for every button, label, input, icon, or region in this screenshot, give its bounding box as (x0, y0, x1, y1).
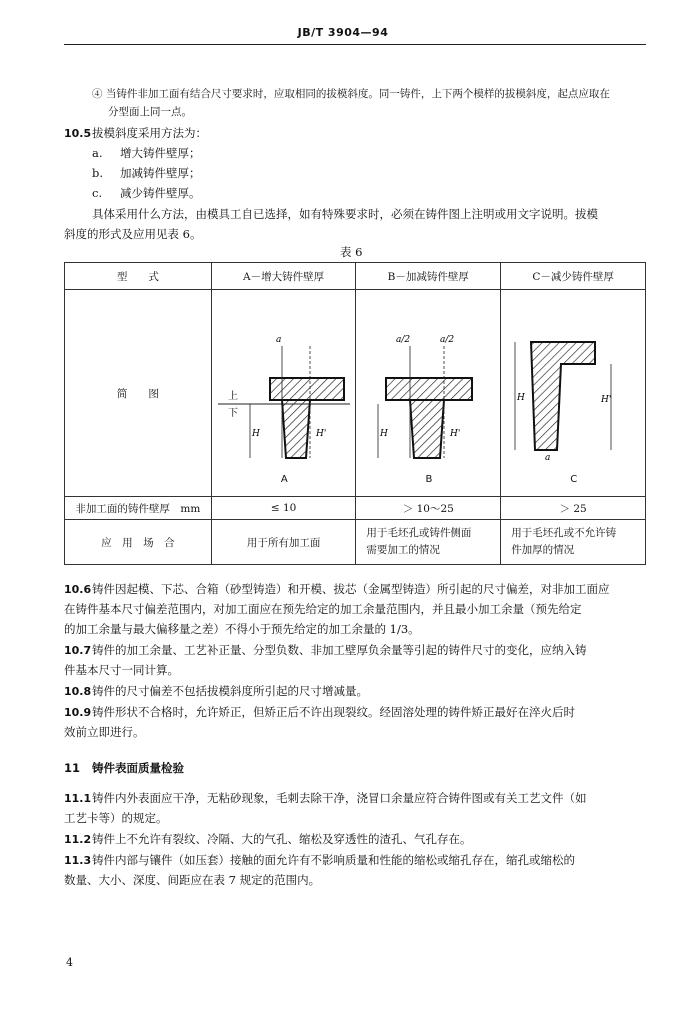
section-10-6-line-2: 在铸件基本尺寸偏差范围内，对加工面应在预先给定的加工余量范围内，并且最小加工余量（预先给定 (64, 602, 582, 616)
section-11-2 (64, 831, 472, 848)
list-mark: c. (92, 186, 103, 200)
section-text: 铸件内部与镶件（如压套）接触的面允许有不影响质量和性能的缩松或缩孔存在，缩孔或缩松的 (92, 853, 575, 867)
fig-a-label: A (280, 474, 288, 485)
usage-b (356, 520, 501, 565)
section-text: 铸件内外表面应干净，无粘砂现象，毛刺去除干净，浇冒口余量应符合铸件图或有关工艺文件（如 (92, 791, 587, 805)
section-10-6-line-3: 的加工余量与最大偏移量之差）不得小于预先给定的加工余量的 1/3。 (64, 622, 420, 636)
section-11-1-line-2: 工艺卡等）的规定。 (64, 811, 168, 825)
diagram-b (356, 290, 501, 496)
note-line-1: ④ 当铸件非加工面有结合尺寸要求时，应取相同的拔模斜度。同一铸件，上下两个模样的拔模斜度，起点应取在 (92, 88, 610, 100)
usage-c-line-1: 用于毛坯孔或不允许铸 (511, 527, 617, 539)
page-number: 4 (66, 956, 73, 969)
diagram-label: 简 图 (65, 290, 212, 497)
label-up: 上 (227, 391, 238, 402)
head-c: C－减少铸件壁厚 (501, 263, 646, 290)
thickness-a: ≤ 10 (211, 497, 356, 520)
label-H: H (517, 393, 526, 403)
label-H-prime: H' (601, 395, 612, 405)
label-H-prime: H' (315, 429, 327, 439)
table-6 (64, 262, 646, 565)
thickness-c: ＞ 25 (501, 497, 646, 520)
section-number: 11.2 (64, 833, 92, 846)
section-number: 10.6 (64, 583, 92, 596)
label-a: a (275, 335, 282, 345)
list-text: 减少铸件壁厚。 (120, 186, 201, 200)
usage-b-line-2: 需要加工的情况 (366, 544, 440, 556)
diagram-a-cell (211, 290, 356, 497)
section-10-7-line-2: 件基本尺寸一同计算。 (64, 663, 179, 677)
flange-shape (386, 378, 472, 400)
section-11-heading (64, 760, 184, 776)
head-a: A－增大铸件壁厚 (211, 263, 356, 290)
label-H: H (251, 429, 260, 439)
document-code-header: JB/T 3904—94 (297, 26, 389, 39)
list-mark: b. (92, 166, 104, 180)
section-10-7-line-1 (64, 642, 587, 659)
section-number: 11 (64, 761, 81, 775)
list-item-b (92, 165, 201, 181)
header-rule (64, 44, 646, 45)
thickness-b: ＞ 10～25 (356, 497, 501, 520)
usage-a: 用于所有加工面 (211, 520, 356, 565)
usage-c-line-2: 件加厚的情况 (511, 544, 575, 556)
label-H: H (380, 429, 389, 439)
section-number: 10.9 (64, 706, 92, 719)
section-10-9-line-1 (64, 704, 575, 721)
note-line-2: 分型面上同一点。 (108, 106, 192, 118)
section-text: 铸件的加工余量、工艺补正量、分型负数、非加工壁厚负余量等引起的铸件尺寸的变化，应纳入铸 (92, 643, 587, 657)
section-text: 铸件因起模、下芯、合箱（砂型铸造）和开模、拔芯（金属型铸造）所引起的尺寸偏差，对非加工面应 (92, 582, 610, 596)
section-text: 铸件形状不合格时，允许矫正，但矫正后不许出现裂纹。经固溶处理的铸件矫正最好在淬火后时 (92, 705, 575, 719)
diagram-c (501, 290, 646, 496)
head-b: B－加减铸件壁厚 (356, 263, 501, 290)
list-text: 加减铸件壁厚； (120, 166, 201, 180)
section-number: 10.5 (64, 127, 92, 140)
wall-shape (410, 400, 444, 458)
section-number: 11.3 (64, 854, 92, 867)
wall-shape (282, 400, 310, 458)
list-text: 增大铸件壁厚； (120, 146, 201, 160)
section-11-3-line-1 (64, 852, 575, 869)
wall-shape (531, 342, 595, 450)
table-6-title: 表 6 (340, 245, 363, 259)
label-a: a (545, 453, 551, 463)
list-item-c (92, 185, 201, 201)
section-10-6-line-1 (64, 581, 610, 598)
section-10-5 (64, 125, 207, 142)
head-type: 型 式 (65, 263, 212, 290)
usage-label: 应 用 场 合 (65, 520, 212, 565)
usage-b-line-1: 用于毛坯孔或铸件侧面 (366, 527, 472, 539)
section-10-5-after-1: 具体采用什么方法，由模具工自已选择，如有特殊要求时，必须在铸件图上注明或用文字说明。拔模 (92, 207, 598, 221)
list-mark: a. (92, 146, 103, 160)
section-10-9-line-2: 效前立即进行。 (64, 725, 145, 739)
section-text: 铸件的尺寸偏差不包括拔模斜度所引起的尺寸增减量。 (92, 684, 368, 698)
flange-shape (270, 378, 344, 400)
section-11-3-line-2: 数量、大小、深度、间距应在表 7 规定的范围内。 (64, 873, 321, 887)
section-text: 拔模斜度采用方法为： (92, 126, 207, 140)
section-10-8 (64, 683, 368, 700)
diagram-c-cell (501, 290, 646, 497)
label-a-half-right: a/2 (440, 335, 455, 345)
fig-c-label: C (570, 474, 578, 485)
fig-b-label: B (425, 474, 433, 485)
list-item-a (92, 145, 201, 161)
label-a-half-left: a/2 (396, 335, 411, 345)
section-text: 铸件上不允许有裂纹、冷隔、大的气孔、缩松及穿透性的渣孔、气孔存在。 (92, 832, 472, 846)
label-down: 下 (227, 408, 238, 419)
label-H-prime: H' (450, 429, 461, 439)
diagram-a (212, 290, 357, 496)
section-11-1-line-1 (64, 790, 587, 807)
thickness-label: 非加工面的铸件壁厚 mm (65, 497, 212, 520)
section-title: 铸件表面质量检验 (92, 761, 184, 775)
diagram-b-cell (356, 290, 501, 497)
section-10-5-after-2: 斜度的形式及应用见表 6。 (64, 227, 202, 241)
section-number: 10.7 (64, 644, 92, 657)
section-number: 10.8 (64, 685, 92, 698)
section-number: 11.1 (64, 792, 92, 805)
usage-c (501, 520, 646, 565)
